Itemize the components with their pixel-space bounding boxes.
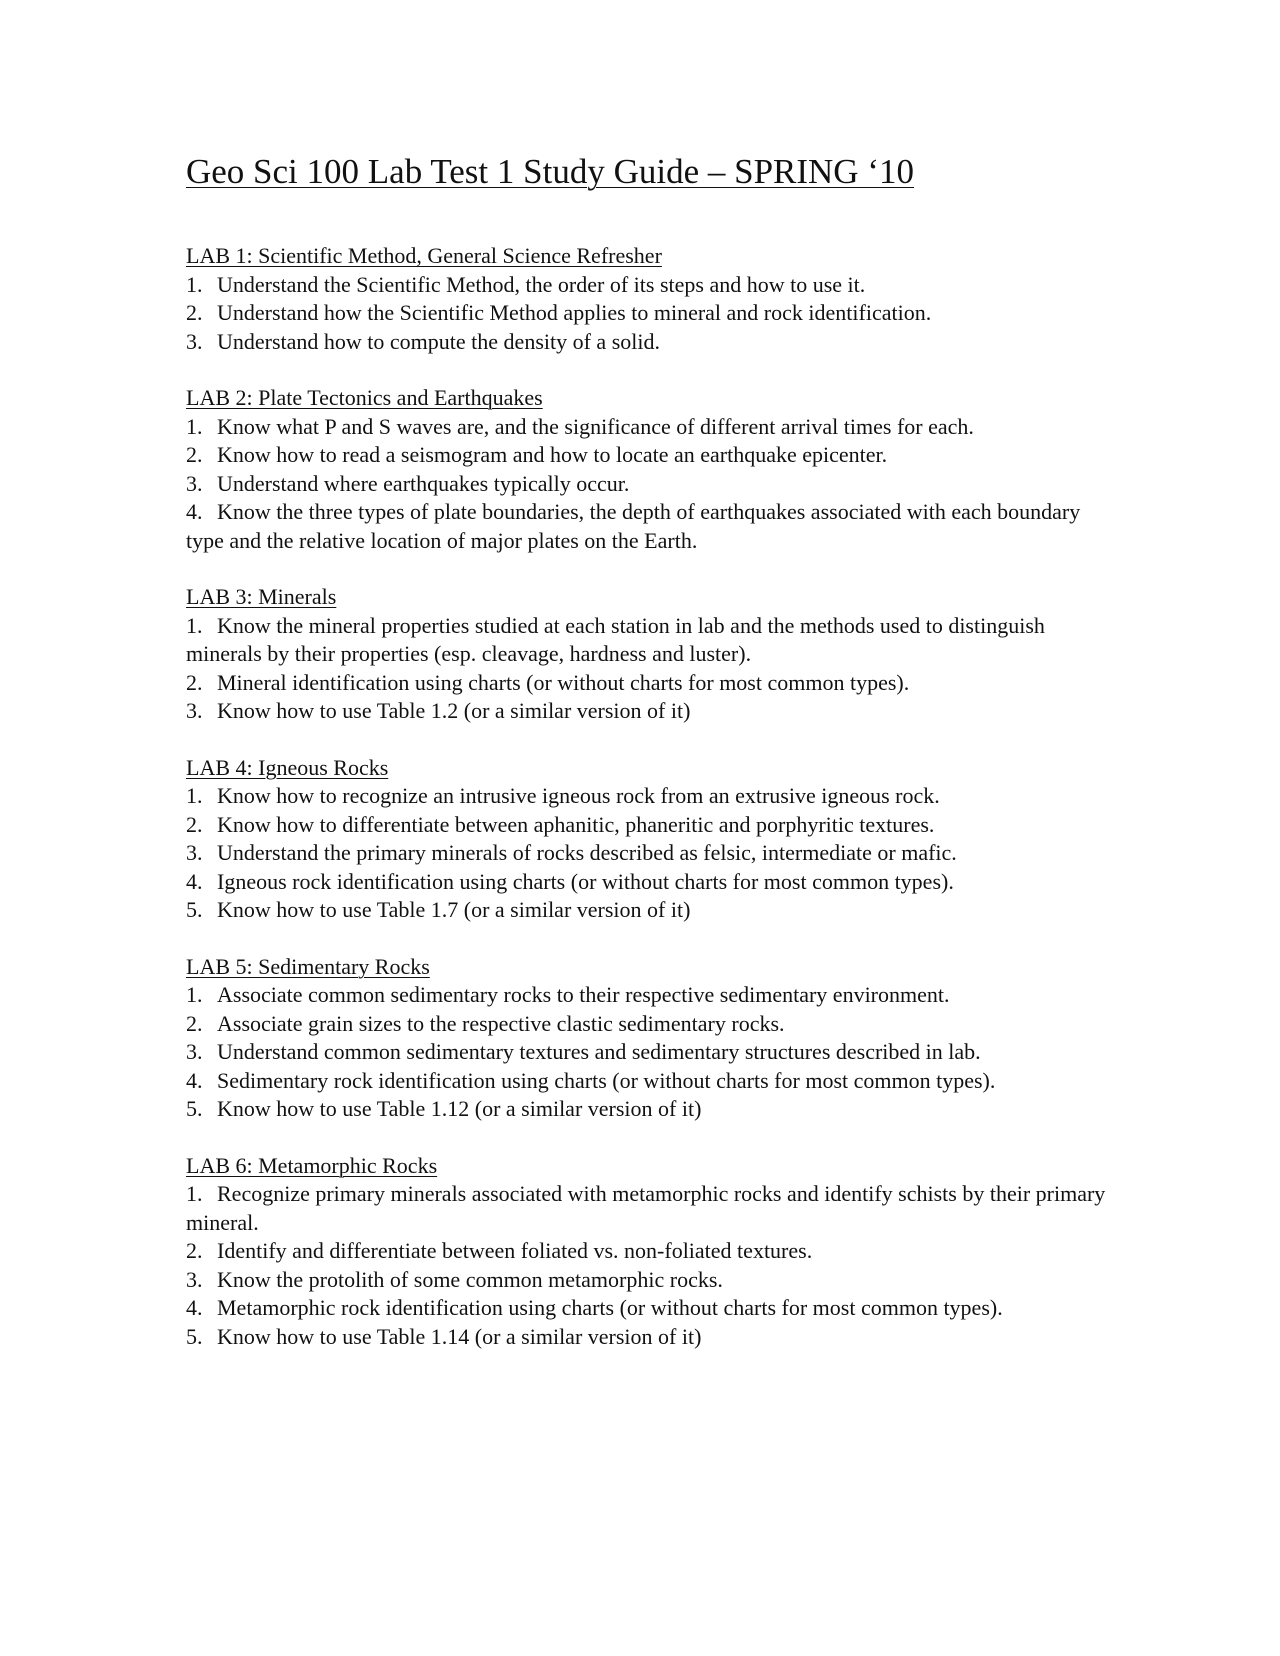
objective-list <box>186 413 1116 556</box>
list-item <box>186 839 1116 868</box>
item-number: 2. <box>186 1010 203 1036</box>
list-item <box>186 1010 1116 1039</box>
item-number: 5. <box>186 1096 203 1121</box>
list-item <box>186 669 1116 698</box>
item-text: Understand where earthquakes typically occur. <box>217 470 630 496</box>
item-text: Know how to use Table 1.7 (or a similar version of it) <box>217 897 691 922</box>
item-number: 5. <box>186 1323 203 1349</box>
item-number: 2. <box>186 300 203 325</box>
list-item <box>186 271 1116 300</box>
section-heading: LAB 4: Igneous Rocks <box>186 754 389 780</box>
item-text: Know the protolith of some common metamorphic rocks. <box>217 1266 723 1292</box>
objective-list <box>186 782 1116 925</box>
list-item <box>186 441 1116 470</box>
list-item <box>186 612 1116 669</box>
objective-list <box>186 981 1116 1124</box>
item-number: 2. <box>186 811 203 837</box>
lab-section <box>186 953 1116 1124</box>
list-item <box>186 811 1116 840</box>
list-item <box>186 1323 1116 1352</box>
item-text: Understand common sedimentary textures and sedimentary structures described in lab. <box>217 1039 981 1064</box>
item-number: 3. <box>186 1039 203 1064</box>
sections-container <box>186 242 1116 1351</box>
item-number: 4. <box>186 868 203 894</box>
item-text: Sedimentary rock identification using charts (or without charts for most common types). <box>217 1067 996 1093</box>
item-text: Identify and differentiate between foliated vs. non-foliated textures. <box>217 1238 813 1263</box>
item-text: Understand the Scientific Method, the order of its steps and how to use it. <box>217 271 866 297</box>
item-number: 1. <box>186 982 203 1007</box>
item-text: Igneous rock identification using charts (or without charts for most common types). <box>217 868 954 894</box>
list-item <box>186 413 1116 442</box>
section-heading: LAB 6: Metamorphic Rocks <box>186 1152 438 1178</box>
item-number: 2. <box>186 669 203 695</box>
list-item <box>186 896 1116 925</box>
list-item <box>186 782 1116 811</box>
item-number: 4. <box>186 1067 203 1093</box>
objective-list <box>186 1180 1116 1351</box>
item-number: 4. <box>186 1295 203 1320</box>
item-text: Understand how the Scientific Method applies to mineral and rock identification. <box>217 300 932 325</box>
item-number: 2. <box>186 442 203 467</box>
item-text: Associate common sedimentary rocks to their respective sedimentary environment. <box>217 982 950 1007</box>
item-number: 2. <box>186 1238 203 1263</box>
lab-section <box>186 754 1116 925</box>
item-number: 1. <box>186 612 203 638</box>
objective-list <box>186 271 1116 357</box>
item-number: 3. <box>186 840 203 865</box>
objective-list <box>186 612 1116 726</box>
list-item <box>186 1237 1116 1266</box>
lab-section <box>186 242 1116 356</box>
item-text: Know how to differentiate between aphanitic, phaneritic and porphyritic textures. <box>217 811 935 837</box>
list-item <box>186 1038 1116 1067</box>
item-text: Know the mineral properties studied at each station in lab and the methods used to distinguish minerals by their properties (esp. cleavage, hardness and luster). <box>186 612 1045 666</box>
lab-section <box>186 1152 1116 1352</box>
lab-section <box>186 384 1116 555</box>
list-item <box>186 1266 1116 1295</box>
list-item <box>186 1180 1116 1237</box>
list-item <box>186 498 1116 555</box>
list-item <box>186 868 1116 897</box>
section-heading: LAB 3: Minerals <box>186 584 337 609</box>
lab-section <box>186 583 1116 726</box>
list-item <box>186 299 1116 328</box>
item-text: Metamorphic rock identification using charts (or without charts for most common types). <box>217 1295 1003 1320</box>
item-text: Know how to use Table 1.14 (or a similar version of it) <box>217 1323 702 1349</box>
list-item <box>186 328 1116 357</box>
item-text: Know how to recognize an intrusive igneous rock from an extrusive igneous rock. <box>217 783 940 808</box>
item-number: 3. <box>186 698 203 723</box>
item-text: Know how to use Table 1.12 (or a similar version of it) <box>217 1096 702 1121</box>
item-number: 1. <box>186 271 203 297</box>
item-number: 3. <box>186 1266 203 1292</box>
page-title: Geo Sci 100 Lab Test 1 Study Guide – SPRING ‘10 <box>186 152 914 191</box>
item-text: Know what P and S waves are, and the significance of different arrival times for each. <box>217 413 974 439</box>
list-item <box>186 1067 1116 1096</box>
item-number: 4. <box>186 499 203 524</box>
item-text: Know how to use Table 1.2 (or a similar version of it) <box>217 698 691 723</box>
section-heading: LAB 2: Plate Tectonics and Earthquakes <box>186 385 543 410</box>
item-number: 3. <box>186 328 203 354</box>
section-heading: LAB 5: Sedimentary Rocks <box>186 953 430 979</box>
list-item <box>186 470 1116 499</box>
item-text: Mineral identification using charts (or without charts for most common types). <box>217 669 910 695</box>
section-heading: LAB 1: Scientific Method, General Science Refresher <box>186 243 662 268</box>
list-item <box>186 697 1116 726</box>
item-text: Know how to read a seismogram and how to locate an earthquake epicenter. <box>217 442 888 467</box>
item-text: Understand how to compute the density of a solid. <box>217 328 660 354</box>
item-number: 1. <box>186 783 203 808</box>
item-number: 1. <box>186 1181 203 1206</box>
item-number: 3. <box>186 470 203 496</box>
list-item <box>186 1095 1116 1124</box>
list-item <box>186 1294 1116 1323</box>
document-content <box>186 152 1116 1379</box>
item-text: Know the three types of plate boundaries, the depth of earthquakes associated with each boundary type and the relative location of major plates on the Earth. <box>186 499 1081 553</box>
item-text: Recognize primary minerals associated with metamorphic rocks and identify schists by their primary mineral. <box>186 1181 1106 1235</box>
item-number: 5. <box>186 897 203 922</box>
item-number: 1. <box>186 413 203 439</box>
item-text: Associate grain sizes to the respective clastic sedimentary rocks. <box>217 1010 785 1036</box>
list-item <box>186 981 1116 1010</box>
item-text: Understand the primary minerals of rocks described as felsic, intermediate or mafic. <box>217 840 957 865</box>
